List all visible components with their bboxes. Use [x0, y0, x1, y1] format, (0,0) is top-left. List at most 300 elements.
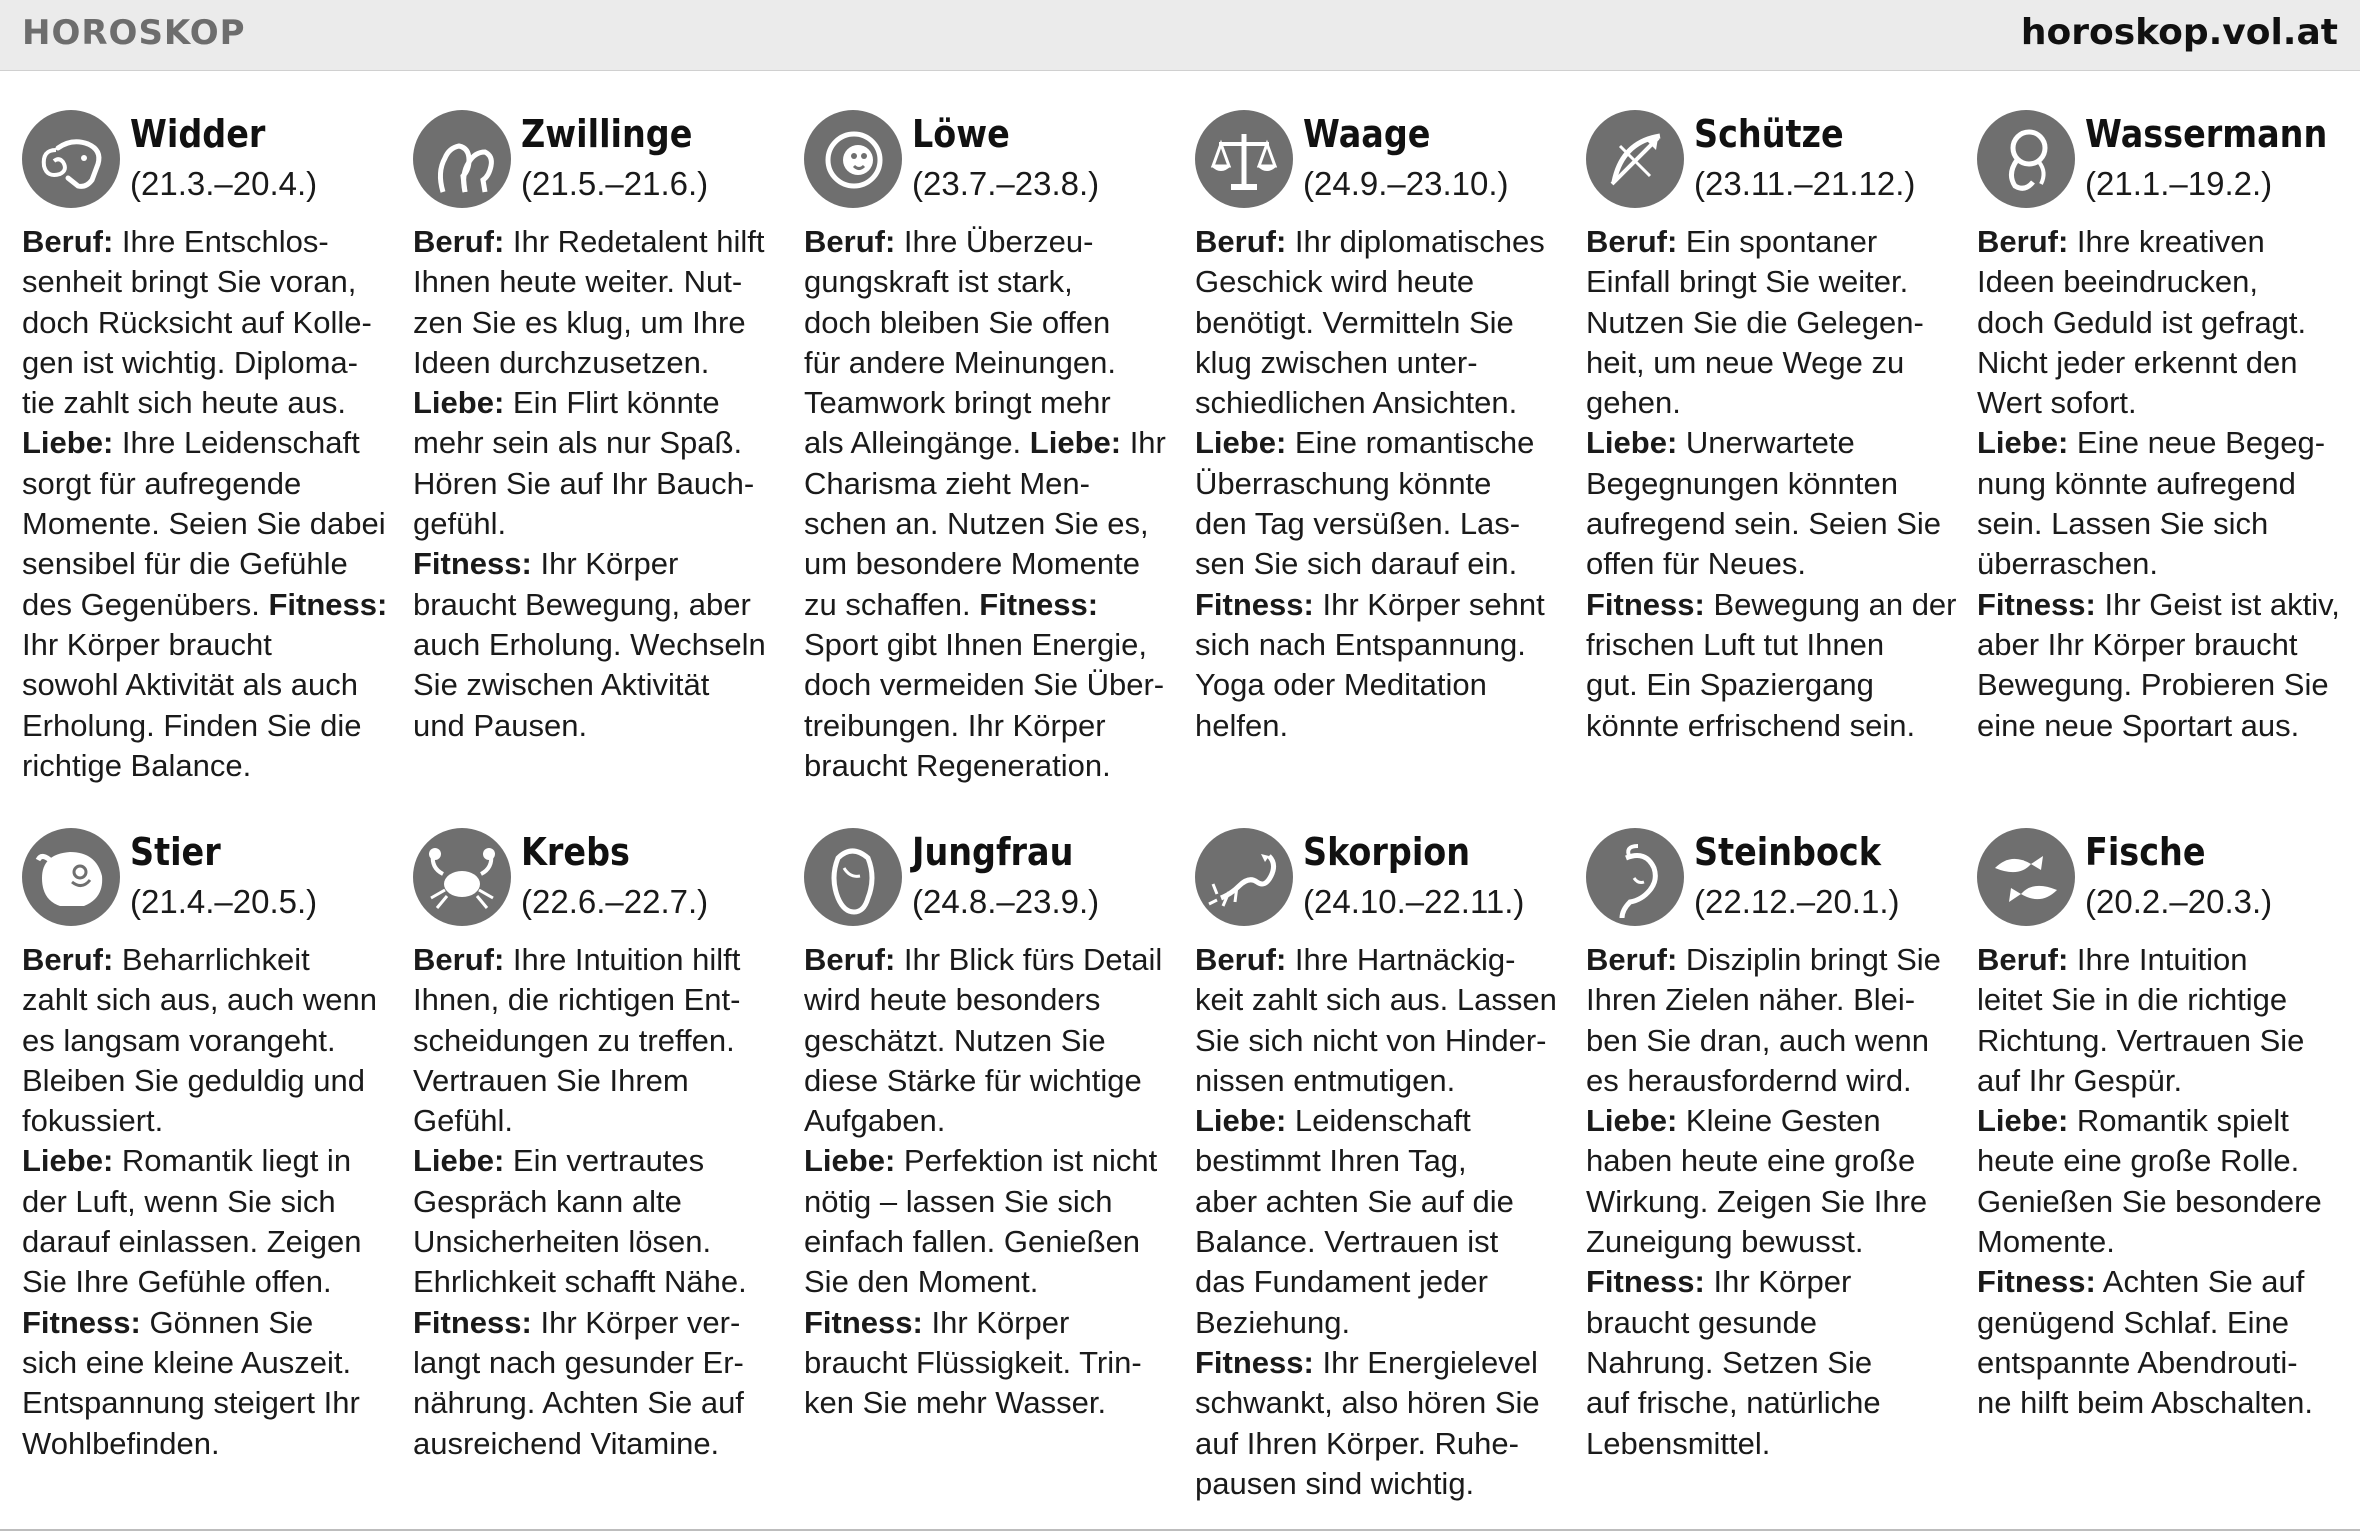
sign-header [1195, 828, 1570, 938]
text-line [1586, 383, 1961, 423]
text-line [1195, 1424, 1570, 1464]
sign-name: Wassermann [2085, 112, 2328, 156]
text-segment: haben heute eine große [1586, 1143, 1916, 1179]
text-line [22, 1141, 397, 1181]
text-line [804, 383, 1179, 423]
text-line [804, 1343, 1179, 1383]
sign-header [413, 110, 788, 220]
text-segment: braucht Flüssigkeit. Trin- [804, 1344, 1142, 1380]
text-line [1586, 464, 1961, 504]
text-line [413, 1383, 788, 1423]
text-line [22, 343, 397, 383]
text-segment: sen Sie sich darauf ein. [1195, 546, 1518, 582]
sign-name: Stier [130, 830, 221, 874]
text-line [1195, 665, 1570, 705]
bull-icon [22, 828, 120, 926]
sign-name: Jungfrau [912, 830, 1074, 874]
text-line [804, 625, 1179, 665]
scorpion-icon [1195, 828, 1293, 926]
text-segment: Sie den Moment. [804, 1264, 1039, 1300]
text-segment: Richtung. Vertrauen Sie [1977, 1022, 2305, 1058]
sign-dates: (21.1.–19.2.) [2085, 165, 2273, 202]
category-label: Liebe: [1029, 425, 1122, 461]
sign-dates: (20.2.–20.3.) [2085, 883, 2273, 920]
text-segment: Aufgaben. [804, 1103, 946, 1139]
category-label: Fitness: [1586, 1264, 1705, 1300]
text-line [804, 1222, 1179, 1262]
text-segment: Disziplin bringt Sie [1677, 942, 1941, 977]
text-segment: Wert sofort. [1977, 385, 2137, 421]
sign-widder [22, 110, 397, 786]
text-line [413, 1141, 788, 1181]
text-line [22, 464, 397, 504]
text-segment: sein. Lassen Sie sich [1977, 506, 2269, 542]
sign-name: Steinbock [1694, 830, 1881, 874]
text-segment: Ein vertrautes [504, 1143, 705, 1179]
text-line [1195, 1222, 1570, 1262]
text-segment: Sie sich nicht von Hinder- [1195, 1022, 1547, 1058]
text-line [1586, 665, 1961, 705]
category-label: Fitness: [1586, 586, 1705, 622]
horoscope-text [1977, 940, 2352, 1424]
text-segment: aber Ihr Körper braucht [1977, 626, 2298, 662]
text-line [413, 625, 788, 665]
sign-header [22, 828, 397, 938]
text-segment: Ihr Energielevel [1313, 1344, 1538, 1380]
sign-dates: (24.9.–23.10.) [1303, 165, 1509, 202]
text-segment: Ihnen heute weiter. Nut- [413, 264, 743, 300]
sign-krebs [413, 828, 788, 1464]
text-segment: Gönnen Sie [140, 1304, 314, 1340]
text-segment: mehr sein als nur Spaß. [413, 425, 743, 461]
text-segment: als Alleingänge. [804, 425, 1030, 461]
text-line [804, 544, 1179, 584]
text-segment: bestimmt Ihren Tag, [1195, 1143, 1467, 1179]
text-line [413, 1343, 788, 1383]
text-segment: richtige Balance. [22, 747, 252, 783]
text-segment: schen an. Nutzen Sie es, [804, 506, 1149, 542]
text-line [1586, 1424, 1961, 1464]
sign-header [1195, 110, 1570, 220]
category-label: Beruf: [1586, 224, 1678, 259]
text-segment: Genießen Sie besondere [1977, 1183, 2322, 1219]
category-label: Beruf: [1195, 942, 1287, 977]
text-line [1195, 544, 1570, 584]
text-line [1586, 504, 1961, 544]
sign-dates: (23.7.–23.8.) [912, 165, 1100, 202]
text-line [1195, 1262, 1570, 1302]
text-line [1977, 1182, 2352, 1222]
horoscope-text [804, 940, 1179, 1424]
text-line [22, 423, 397, 463]
site-url[interactable]: horoskop.vol.at [2020, 12, 2338, 53]
text-segment: gefühl. [413, 506, 507, 542]
text-line [413, 1222, 788, 1262]
text-segment: auch Erholung. Wechseln [413, 626, 766, 662]
text-segment: klug zwischen unter- [1195, 344, 1478, 380]
sign-name: Widder [130, 112, 266, 156]
text-segment: Ihre Intuition hilft [504, 942, 741, 977]
archer-icon [1586, 110, 1684, 208]
text-line [413, 1061, 788, 1101]
category-label: Liebe: [22, 1143, 114, 1179]
horoscope-text [22, 940, 397, 1464]
text-line [1586, 1343, 1961, 1383]
text-segment: darauf einlassen. Zeigen [22, 1224, 362, 1260]
text-segment: zen Sie es klug, um Ihre [413, 304, 746, 340]
text-segment: Unerwartete [1677, 425, 1855, 461]
sign-header [804, 828, 1179, 938]
text-line [22, 1424, 397, 1464]
text-line [1586, 1141, 1961, 1181]
text-segment: Ihre Entschlos- [113, 224, 329, 259]
sign-dates: (21.4.–20.5.) [130, 883, 318, 920]
category-label: Beruf: [804, 224, 896, 259]
page-header [0, 0, 2360, 71]
text-segment: schiedlichen Ansichten. [1195, 385, 1518, 421]
text-segment: Ihr Körper [531, 546, 679, 582]
text-segment: Ihnen, die richtigen Ent- [413, 982, 741, 1018]
text-line [804, 746, 1179, 786]
sign-name: Fische [2085, 830, 2206, 874]
category-label: Fitness: [1195, 1344, 1314, 1380]
text-line [22, 1383, 397, 1423]
text-segment: Momente. [1977, 1224, 2115, 1260]
text-line [1977, 706, 2352, 746]
text-line [22, 1061, 397, 1101]
text-line [1977, 464, 2352, 504]
category-label: Fitness: [1977, 1264, 2096, 1300]
category-label: Fitness: [804, 1304, 923, 1340]
text-segment: Beharrlichkeit [113, 942, 310, 977]
text-segment: zahlt sich aus, auch wenn [22, 982, 377, 1018]
category-label: Liebe: [1586, 425, 1678, 461]
text-segment: Gespräch kann alte [413, 1183, 682, 1219]
sign-name: Zwillinge [521, 112, 693, 156]
text-segment: ausreichend Vitamine. [413, 1425, 720, 1461]
horoscope-text [804, 222, 1179, 786]
text-line [1977, 1021, 2352, 1061]
text-line [1586, 1262, 1961, 1302]
text-line [1977, 383, 2352, 423]
virgin-icon [804, 828, 902, 926]
text-segment: Ihr Geist ist aktiv, [2095, 586, 2340, 622]
sign-dates: (24.10.–22.11.) [1303, 883, 1525, 920]
category-label: Beruf: [1977, 942, 2069, 977]
text-segment: braucht Bewegung, aber [413, 586, 751, 622]
text-line [1586, 1222, 1961, 1262]
text-line [1977, 343, 2352, 383]
text-segment: geschätzt. Nutzen Sie [804, 1022, 1106, 1058]
text-segment: sensibel für die Gefühle [22, 546, 348, 582]
text-segment: Ihr Körper ver- [531, 1304, 741, 1340]
text-line [1977, 1303, 2352, 1343]
text-line [1977, 1383, 2352, 1423]
text-line [1586, 706, 1961, 746]
text-segment: braucht gesunde [1586, 1304, 1817, 1340]
text-segment: nissen entmutigen. [1195, 1062, 1456, 1098]
text-segment: helfen. [1195, 707, 1289, 743]
text-line [1195, 343, 1570, 383]
text-segment: ken Sie mehr Wasser. [804, 1385, 1107, 1421]
text-segment: tie zahlt sich heute aus. [22, 385, 346, 421]
text-line [1195, 222, 1570, 262]
text-segment: doch bleiben Sie offen [804, 304, 1111, 340]
text-line [22, 1343, 397, 1383]
text-segment: langt nach gesunder Er- [413, 1344, 744, 1380]
sign-wassermann [1977, 110, 2352, 746]
text-segment: heit, um neue Wege zu [1586, 344, 1905, 380]
text-line [804, 1101, 1179, 1141]
text-line [1586, 544, 1961, 584]
text-segment: Ihre kreativen [2068, 224, 2265, 259]
text-line [22, 222, 397, 262]
sign-löwe [804, 110, 1179, 786]
text-line [413, 423, 788, 463]
text-segment: frischen Luft tut Ihnen [1586, 626, 1885, 662]
text-segment: doch Geduld ist gefragt. [1977, 304, 2307, 340]
text-segment: auf Ihren Körper. Ruhe- [1195, 1425, 1519, 1461]
text-segment: keit zahlt sich aus. Lassen [1195, 982, 1557, 1018]
horoscope-text [1586, 222, 1961, 746]
text-segment: nährung. Achten Sie auf [413, 1385, 744, 1421]
text-segment: Einfall bringt Sie weiter. [1586, 264, 1909, 300]
text-line [804, 1262, 1179, 1302]
text-line [22, 383, 397, 423]
text-line [413, 1101, 788, 1141]
text-segment: senheit bringt Sie voran, [22, 264, 357, 300]
text-segment: Bewegung. Probieren Sie [1977, 667, 2329, 703]
horoscope-text [1195, 222, 1570, 746]
text-segment: Ihr Redetalent hilft [504, 224, 765, 259]
text-segment: heute eine große Rolle. [1977, 1143, 2300, 1179]
text-line [804, 940, 1179, 980]
text-line [413, 706, 788, 746]
text-segment: gen ist wichtig. Diploma- [22, 344, 358, 380]
text-line [1977, 1262, 2352, 1302]
text-segment: Achten Sie auf [2095, 1264, 2305, 1300]
text-line [413, 222, 788, 262]
text-segment: Yoga oder Meditation [1195, 667, 1487, 703]
text-segment: sich nach Entspannung. [1195, 626, 1526, 662]
sign-name: Waage [1303, 112, 1431, 156]
scales-icon [1195, 110, 1293, 208]
lion-icon [804, 110, 902, 208]
text-segment: leitet Sie in die richtige [1977, 982, 2288, 1018]
sign-name: Schütze [1694, 112, 1844, 156]
text-line [22, 262, 397, 302]
text-line [1977, 665, 2352, 705]
twins-icon [413, 110, 511, 208]
text-segment: sich eine kleine Auszeit. [22, 1344, 352, 1380]
text-line [1195, 980, 1570, 1020]
text-line [1195, 303, 1570, 343]
text-line [1586, 1303, 1961, 1343]
category-label: Fitness: [413, 546, 532, 582]
text-line [1586, 423, 1961, 463]
category-label: Liebe: [804, 1143, 896, 1179]
sign-dates: (21.5.–21.6.) [521, 165, 709, 202]
text-segment: auf frische, natürliche [1586, 1385, 1881, 1421]
sign-name: Krebs [521, 830, 630, 874]
sign-header [1586, 828, 1961, 938]
text-segment: Ihr Körper braucht [22, 626, 272, 662]
text-line [804, 980, 1179, 1020]
text-line [1195, 464, 1570, 504]
category-label: Fitness: [22, 1304, 141, 1340]
text-line [413, 1021, 788, 1061]
text-line [1586, 585, 1961, 625]
text-line [804, 585, 1179, 625]
text-segment: wird heute besonders [804, 982, 1101, 1018]
category-label: Liebe: [1195, 425, 1287, 461]
text-line [1977, 262, 2352, 302]
text-line [804, 1021, 1179, 1061]
text-segment: Ihr diplomatisches [1286, 224, 1545, 259]
text-line [1977, 940, 2352, 980]
text-line [1977, 423, 2352, 463]
text-line [22, 746, 397, 786]
text-segment: Ihr Körper [922, 1304, 1070, 1340]
text-line [1195, 585, 1570, 625]
sign-dates: (21.3.–20.4.) [130, 165, 318, 202]
text-segment: einfach fallen. Genießen [804, 1224, 1141, 1260]
water-bearer-icon [1977, 110, 2075, 208]
text-segment: Wirkung. Zeigen Sie Ihre [1586, 1183, 1928, 1219]
text-segment: nung könnte aufregend [1977, 465, 2296, 501]
text-line [1977, 1101, 2352, 1141]
text-line [413, 940, 788, 980]
text-segment: entspannte Abendrouti- [1977, 1344, 2298, 1380]
ram-icon [22, 110, 120, 208]
text-segment: der Luft, wenn Sie sich [22, 1183, 336, 1219]
category-label: Fitness: [413, 1304, 532, 1340]
text-line [804, 706, 1179, 746]
text-segment: Ihr Blick fürs Detail [895, 942, 1163, 977]
category-label: Liebe: [413, 385, 505, 421]
horoscope-text [413, 222, 788, 746]
sign-zwillinge [413, 110, 788, 746]
sign-schütze [1586, 110, 1961, 746]
sign-stier [22, 828, 397, 1464]
text-line [1977, 625, 2352, 665]
text-segment: des Gegenübers. [22, 586, 269, 622]
text-segment: Ihre Intuition [2068, 942, 2248, 977]
text-line [413, 665, 788, 705]
horoscope-text [413, 940, 788, 1464]
text-segment: Bleiben Sie geduldig und [22, 1062, 365, 1098]
text-segment: um besondere Momente [804, 546, 1141, 582]
sign-waage [1195, 110, 1570, 746]
section-title: HOROSKOP [22, 13, 246, 53]
category-label: Beruf: [1977, 224, 2069, 259]
text-line [804, 1383, 1179, 1423]
text-line [1977, 980, 2352, 1020]
text-segment: Entspannung steigert Ihr [22, 1385, 360, 1421]
text-segment: Eine neue Begeg- [2068, 425, 2326, 461]
text-segment: Romantik spielt [2068, 1103, 2289, 1139]
text-segment: überraschen. [1977, 546, 2158, 582]
text-segment: doch vermeiden Sie Über- [804, 667, 1165, 703]
sign-steinbock [1586, 828, 1961, 1464]
text-segment: benötigt. Vermitteln Sie [1195, 304, 1514, 340]
text-line [1195, 262, 1570, 302]
text-line [804, 665, 1179, 705]
text-segment: Lebensmittel. [1586, 1425, 1771, 1461]
text-segment: Ihre Überzeu- [895, 224, 1094, 259]
text-segment: Ihr Körper [1704, 1264, 1852, 1300]
text-line [804, 303, 1179, 343]
horoscope-text [22, 222, 397, 786]
text-segment: Momente. Seien Sie dabei [22, 506, 386, 542]
text-segment: Sport gibt Ihnen Energie, [804, 626, 1147, 662]
sign-skorpion [1195, 828, 1570, 1504]
text-line [413, 262, 788, 302]
text-line [1195, 423, 1570, 463]
sign-name: Löwe [912, 112, 1010, 156]
text-line [1195, 1383, 1570, 1423]
text-line [1977, 222, 2352, 262]
text-segment: Begegnungen könnten [1586, 465, 1899, 501]
text-line [1586, 625, 1961, 665]
text-line [1977, 1141, 2352, 1181]
text-segment: Ihr Körper sehnt [1313, 586, 1545, 622]
text-line [1977, 504, 2352, 544]
text-line [804, 464, 1179, 504]
text-segment: Hören Sie auf Ihr Bauch- [413, 465, 755, 501]
text-line [1977, 1222, 2352, 1262]
category-label: Beruf: [1195, 224, 1287, 259]
text-segment: Teamwork bringt mehr [804, 385, 1111, 421]
text-segment: fokussiert. [22, 1103, 164, 1139]
text-segment: gut. Ein Spaziergang [1586, 667, 1874, 703]
text-segment: Zuneigung bewusst. [1586, 1224, 1864, 1260]
text-line [413, 1182, 788, 1222]
text-segment: Leidenschaft [1286, 1103, 1471, 1139]
text-line [22, 1222, 397, 1262]
text-line [1586, 1383, 1961, 1423]
text-segment: doch Rücksicht auf Kolle- [22, 304, 372, 340]
text-line [1586, 940, 1961, 980]
text-segment: Eine romantische [1286, 425, 1535, 461]
text-segment: braucht Regeneration. [804, 747, 1111, 783]
sign-dates: (24.8.–23.9.) [912, 883, 1100, 920]
text-line [22, 1101, 397, 1141]
text-segment: Balance. Vertrauen ist [1195, 1224, 1499, 1260]
horoscope-text [1977, 222, 2352, 746]
text-segment: das Fundament jeder [1195, 1264, 1488, 1300]
text-line [1195, 1182, 1570, 1222]
text-line [1977, 1343, 2352, 1383]
text-segment: Romantik liegt in [113, 1143, 352, 1179]
text-segment: Charisma zieht Men- [804, 465, 1090, 501]
text-segment: offen für Neues. [1586, 546, 1807, 582]
text-line [413, 1303, 788, 1343]
text-segment: ne hilft beim Abschalten. [1977, 1385, 2314, 1421]
text-line [1195, 1343, 1570, 1383]
text-segment: Kleine Gesten [1677, 1103, 1881, 1139]
text-segment: Perfektion ist nicht [895, 1143, 1158, 1179]
category-label: Beruf: [1586, 942, 1678, 977]
text-line [804, 1303, 1179, 1343]
text-line [413, 1262, 788, 1302]
text-line [1977, 544, 2352, 584]
text-line [804, 1141, 1179, 1181]
text-line [804, 343, 1179, 383]
text-segment: diese Stärke für wichtige [804, 1062, 1142, 1098]
text-segment: Gefühl. [413, 1103, 513, 1139]
text-line [1195, 504, 1570, 544]
